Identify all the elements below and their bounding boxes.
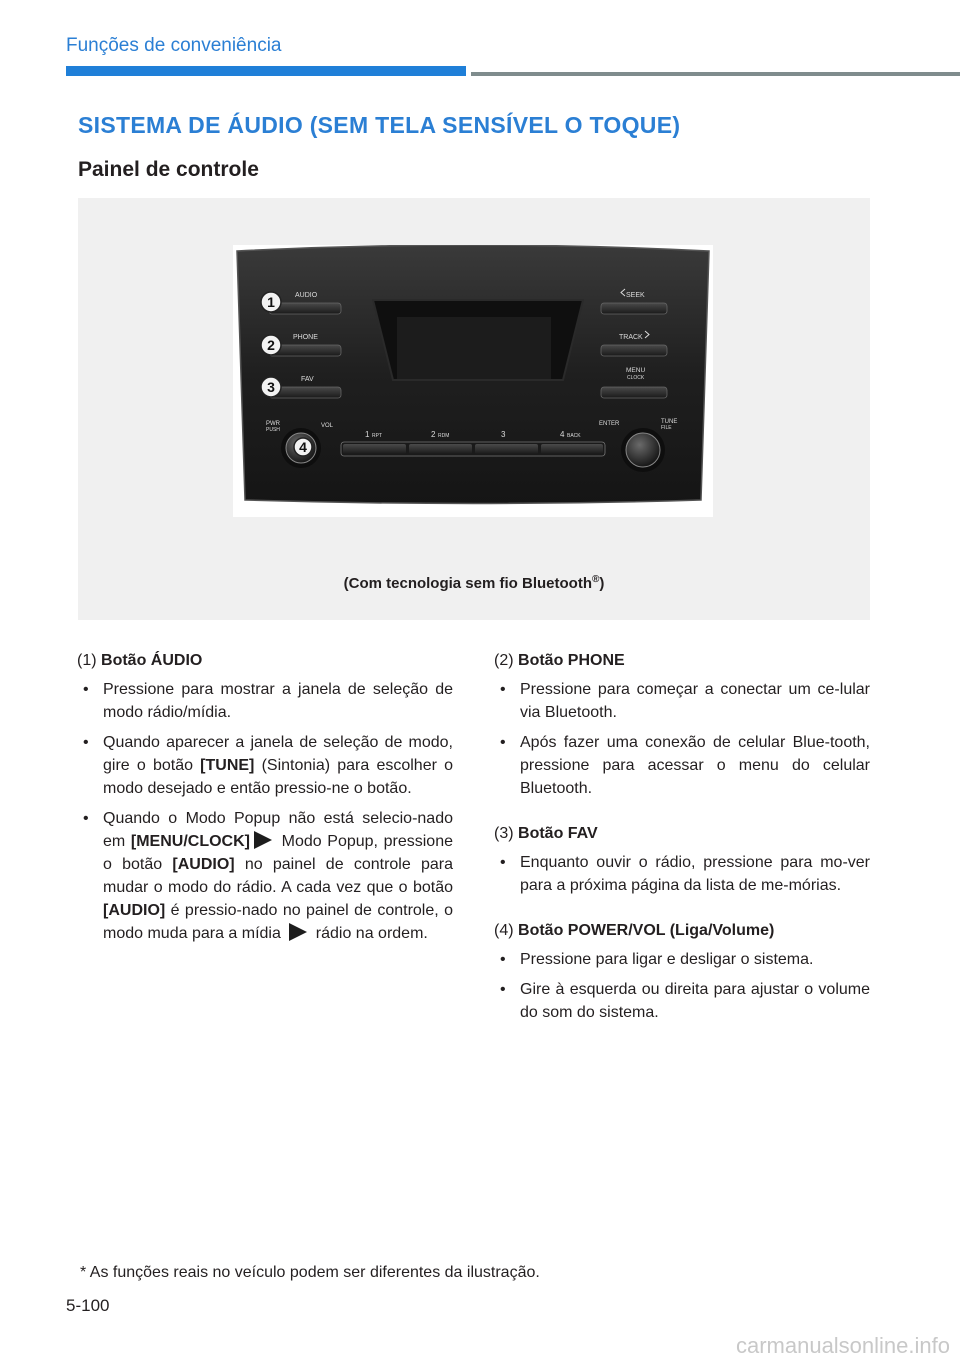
item-1-heading: [77, 649, 453, 672]
preset-2-sub: RDM: [438, 433, 450, 439]
audio-panel-illustration: [233, 245, 713, 517]
preset-3-number: 3: [501, 430, 506, 439]
menu-clock-key-ref: [MENU/CLOCK]: [130, 833, 250, 850]
item-3-number: (3): [494, 825, 514, 842]
item-2-number: (2): [494, 652, 514, 669]
preset-1-number: 1: [365, 430, 370, 439]
item-4-bullet-2: • Gire à esquerda ou direita para ajustar o volume do som do sistema.: [494, 978, 870, 1024]
item-1-bullet-2: [77, 731, 453, 800]
preset-1-button[interactable]: [343, 444, 406, 454]
item-4-bullet-1: • Pressione para ligar e desligar o sistema.: [494, 948, 870, 971]
arrow-right-icon: [289, 923, 307, 941]
tune-key-ref: [TUNE]: [200, 757, 255, 774]
caption-registered-mark: ®: [591, 574, 600, 585]
menu-label: MENU: [626, 367, 646, 374]
menu-clock-button[interactable]: [601, 387, 667, 398]
seek-label: SEEK: [626, 292, 645, 299]
footnote: * As funções reais no veículo podem ser diferentes da ilustração.: [80, 1264, 540, 1281]
item-1-bullet-3-text-c: no painel de controle para mudar o modo do rádio. A cada vez que o botão: [103, 856, 454, 896]
item-1-bullet-2-text-b: (Sintonia) para escolher o modo desejado e então pressio-ne o botão.: [103, 757, 454, 797]
preset-3-button[interactable]: [475, 444, 538, 454]
running-header: Funções de conveniência: [66, 35, 282, 56]
item-1-bullet-3-text-b: Modo Popup, pressione o botão: [103, 833, 453, 873]
item-1-bullet-2-text-a: Quando aparecer a janela de seleção de modo, gire o botão: [103, 734, 453, 774]
item-2-title: Botão PHONE: [518, 652, 625, 669]
page-number: 5-100: [66, 1296, 110, 1315]
item-4-bullets: [494, 948, 870, 1024]
callout-1-number: 1: [267, 294, 275, 310]
enter-label: ENTER: [599, 421, 620, 427]
item-1-bullets: [77, 678, 453, 945]
page-title: SISTEMA DE ÁUDIO (SEM TELA SENSÍVEL O TOQUE): [78, 112, 681, 138]
tune-knob[interactable]: [626, 433, 660, 467]
arrow-right-icon: [254, 831, 272, 849]
item-4-number: (4): [494, 922, 514, 939]
spacer: [494, 814, 870, 822]
audio-panel-figure: [78, 198, 870, 620]
spacer: [494, 911, 870, 919]
item-2-bullet-2: • Após fazer uma conexão de celular Blue-tooth, pressione para acessar o menu do celular Bluetooth.: [494, 731, 870, 800]
section-subtitle: Painel de controle: [78, 158, 259, 181]
callout-3-number: 3: [267, 379, 275, 395]
right-column: [494, 649, 870, 1038]
item-4-heading: [494, 919, 870, 942]
item-1-bullet-3: [77, 807, 453, 945]
item-1-bullet-3-text-e: rádio na ordem.: [311, 925, 428, 942]
preset-2-number: 2: [431, 430, 436, 439]
preset-4-sub: BACK: [567, 433, 581, 439]
item-4-title: Botão POWER/VOL (Liga/Volume): [518, 922, 775, 939]
left-column: [77, 649, 453, 959]
file-label: FILE: [661, 425, 672, 431]
callout-4-number: 4: [299, 439, 307, 455]
watermark: carmanualsonline.info: [735, 1333, 950, 1358]
figure-caption: [78, 574, 870, 592]
item-3-bullet-1: • Enquanto ouvir o rádio, pressione para mo-ver para a próxima página da lista de me-mórias.: [494, 851, 870, 897]
preset-4-button[interactable]: [541, 444, 603, 454]
clock-label: CLOCK: [627, 375, 645, 381]
item-3-title: Botão FAV: [518, 825, 598, 842]
audio-label: AUDIO: [295, 292, 318, 299]
callout-2-number: 2: [267, 337, 275, 353]
tune-label: TUNE: [661, 419, 678, 425]
push-label: PUSH: [266, 427, 280, 433]
audio-key-ref: [AUDIO]: [172, 856, 235, 873]
track-label: TRACK: [619, 334, 643, 341]
pwr-label: PWR: [266, 421, 280, 427]
phone-label: PHONE: [293, 334, 318, 341]
item-1-bullet-1: • Pressione para mostrar a janela de seleção de modo rádio/mídia.: [77, 678, 453, 724]
preset-1-sub: RPT: [372, 433, 382, 439]
preset-2-button[interactable]: [409, 444, 472, 454]
display-screen: [397, 317, 551, 379]
item-2-bullets: [494, 678, 870, 800]
caption-close: ): [599, 575, 605, 592]
item-3-heading: [494, 822, 870, 845]
seek-button[interactable]: [601, 303, 667, 314]
track-button[interactable]: [601, 345, 667, 356]
item-2-heading: [494, 649, 870, 672]
item-1-bullet-3-text-d: é pressio-nado no painel de controle, o modo muda para a mídia: [103, 902, 453, 942]
caption-text: (Com tecnologia sem fio Bluetooth: [343, 575, 592, 592]
item-1-bullet-3-text-a: Quando o Modo Popup não está selecio-nado em: [103, 810, 453, 850]
header-rule: [471, 72, 960, 76]
item-1-number: (1): [77, 652, 97, 669]
item-1-title: Botão ÁUDIO: [101, 652, 203, 669]
item-2-bullet-1: • Pressione para começar a conectar um ce-lular via Bluetooth.: [494, 678, 870, 724]
header-accent-bar: [66, 66, 466, 76]
audio-key-ref-2: [AUDIO]: [103, 902, 166, 919]
vol-label: VOL: [321, 423, 334, 429]
preset-4-number: 4: [560, 430, 565, 439]
item-3-bullets: [494, 851, 870, 897]
fav-label: FAV: [301, 376, 314, 383]
